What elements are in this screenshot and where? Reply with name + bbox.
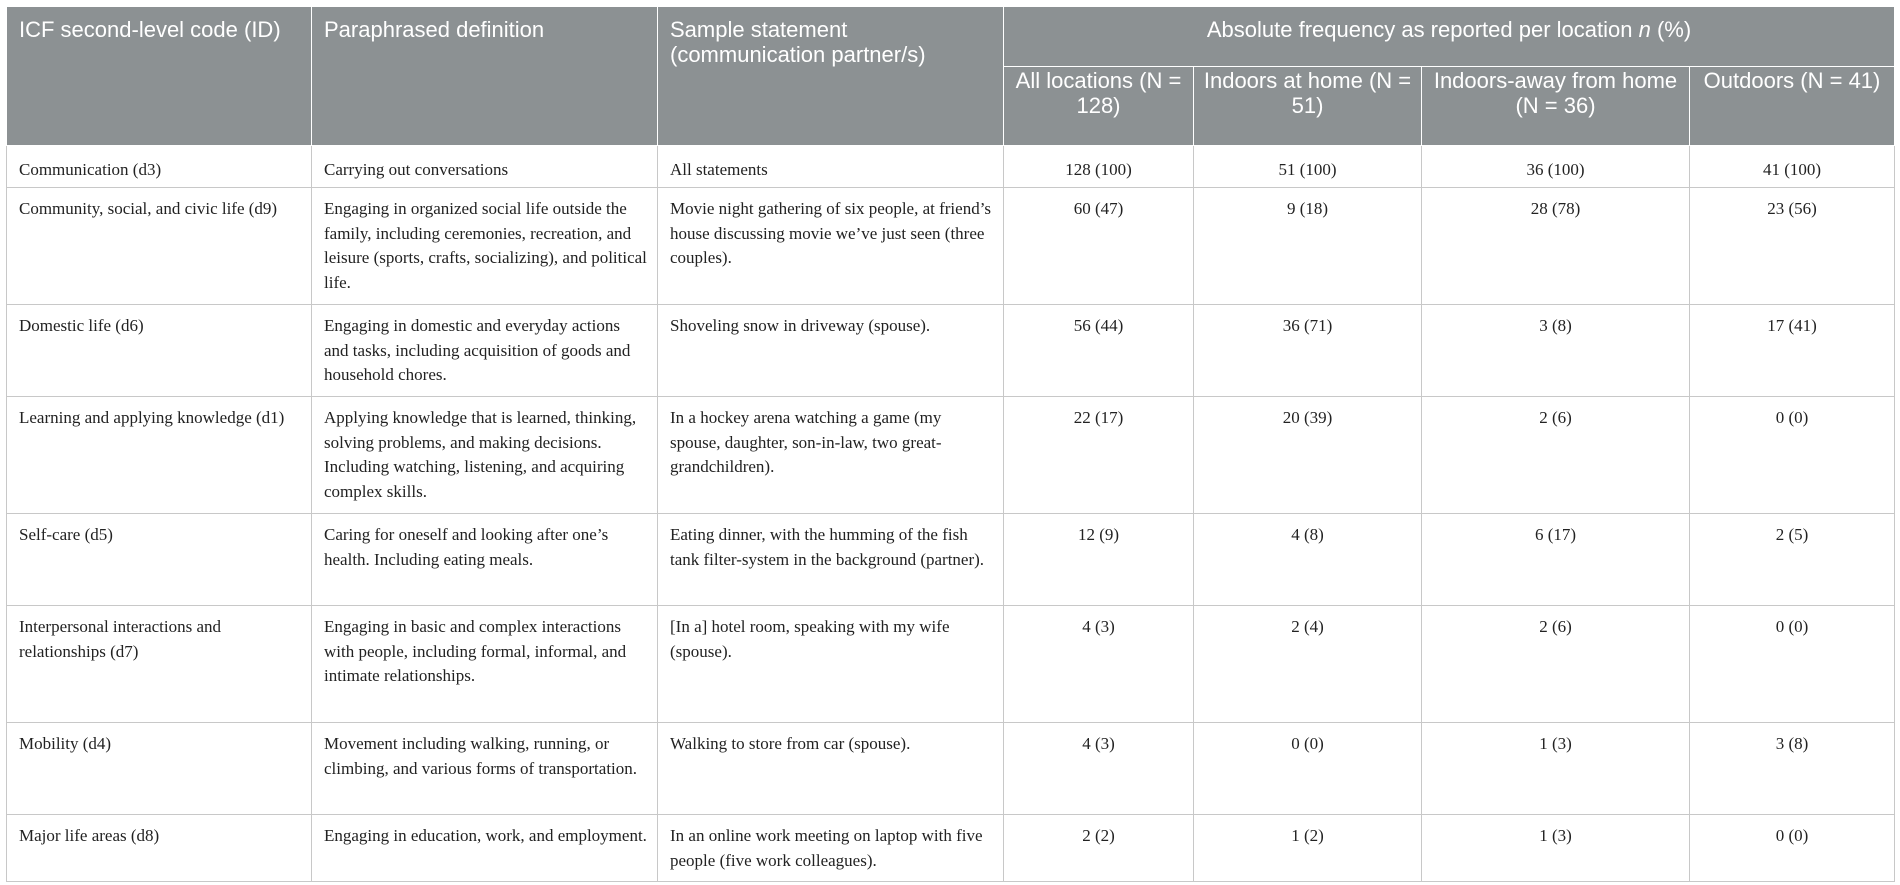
cell-outdoors: 41 (100) xyxy=(1690,146,1895,188)
cell-statement: Movie night gathering of six people, at friend’s house discussing movie we’ve just seen (three couples). xyxy=(658,188,1004,305)
cell-indoors-home: 0 (0) xyxy=(1194,723,1422,815)
cell-outdoors: 23 (56) xyxy=(1690,188,1895,305)
cell-code: Communication (d3) xyxy=(7,146,312,188)
cell-definition: Carrying out conversations xyxy=(312,146,658,188)
cell-definition: Movement including walking, running, or climbing, and various forms of transportation. xyxy=(312,723,658,815)
cell-outdoors: 17 (41) xyxy=(1690,305,1895,397)
cell-statement: In a hockey arena watching a game (my spouse, daughter, son-in-law, two great-grandchildren). xyxy=(658,397,1004,514)
header-definition: Paraphrased definition xyxy=(312,7,658,146)
table-row xyxy=(7,723,1895,815)
cell-definition: Engaging in education, work, and employment. xyxy=(312,815,658,882)
table-row xyxy=(7,305,1895,397)
cell-definition: Caring for oneself and looking after one’s health. Including eating meals. xyxy=(312,514,658,606)
cell-all-locations: 4 (3) xyxy=(1004,606,1194,723)
cell-indoors-away: 28 (78) xyxy=(1422,188,1690,305)
header-icf-code: ICF second-level code (ID) xyxy=(7,7,312,146)
header-frequency-n: n xyxy=(1638,17,1651,42)
cell-outdoors: 0 (0) xyxy=(1690,815,1895,882)
cell-statement: All statements xyxy=(658,146,1004,188)
cell-all-locations: 2 (2) xyxy=(1004,815,1194,882)
cell-outdoors: 0 (0) xyxy=(1690,606,1895,723)
table-row xyxy=(7,514,1895,606)
table-body xyxy=(7,146,1895,882)
header-indoors-home: Indoors at home (N = 51) xyxy=(1194,67,1422,146)
cell-indoors-home: 36 (71) xyxy=(1194,305,1422,397)
cell-all-locations: 4 (3) xyxy=(1004,723,1194,815)
cell-all-locations: 56 (44) xyxy=(1004,305,1194,397)
cell-statement: Shoveling snow in driveway (spouse). xyxy=(658,305,1004,397)
data-table xyxy=(6,6,1895,882)
header-frequency-pct: (%) xyxy=(1650,17,1692,42)
cell-indoors-away: 1 (3) xyxy=(1422,815,1690,882)
cell-indoors-away: 6 (17) xyxy=(1422,514,1690,606)
table-row xyxy=(7,146,1895,188)
table-row xyxy=(7,606,1895,723)
cell-indoors-home: 2 (4) xyxy=(1194,606,1422,723)
cell-code: Learning and applying knowledge (d1) xyxy=(7,397,312,514)
header-sample-statement: Sample statement (communication partner/s) xyxy=(658,7,1004,146)
cell-indoors-away: 36 (100) xyxy=(1422,146,1690,188)
cell-indoors-away: 1 (3) xyxy=(1422,723,1690,815)
cell-indoors-home: 1 (2) xyxy=(1194,815,1422,882)
cell-indoors-away: 2 (6) xyxy=(1422,606,1690,723)
cell-code: Domestic life (d6) xyxy=(7,305,312,397)
cell-all-locations: 12 (9) xyxy=(1004,514,1194,606)
cell-indoors-home: 20 (39) xyxy=(1194,397,1422,514)
header-all-locations: All locations (N = 128) xyxy=(1004,67,1194,146)
cell-indoors-home: 4 (8) xyxy=(1194,514,1422,606)
cell-statement: [In a] hotel room, speaking with my wife (spouse). xyxy=(658,606,1004,723)
cell-outdoors: 3 (8) xyxy=(1690,723,1895,815)
cell-definition: Engaging in basic and complex interactions with people, including formal, informal, and intimate relationships. xyxy=(312,606,658,723)
header-frequency-group xyxy=(1004,7,1895,67)
cell-indoors-away: 2 (6) xyxy=(1422,397,1690,514)
cell-code: Mobility (d4) xyxy=(7,723,312,815)
cell-statement: In an online work meeting on laptop with five people (five work colleagues). xyxy=(658,815,1004,882)
table-row xyxy=(7,815,1895,882)
cell-code: Interpersonal interactions and relationships (d7) xyxy=(7,606,312,723)
cell-all-locations: 128 (100) xyxy=(1004,146,1194,188)
table-row xyxy=(7,188,1895,305)
header-frequency-text: Absolute frequency as reported per location xyxy=(1206,17,1639,42)
cell-code: Self-care (d5) xyxy=(7,514,312,606)
cell-code: Major life areas (d8) xyxy=(7,815,312,882)
cell-code: Community, social, and civic life (d9) xyxy=(7,188,312,305)
cell-indoors-away: 3 (8) xyxy=(1422,305,1690,397)
cell-indoors-home: 51 (100) xyxy=(1194,146,1422,188)
cell-definition: Applying knowledge that is learned, thinking, solving problems, and making decisions. Including watching, listening, and acquiring complex skills. xyxy=(312,397,658,514)
cell-definition: Engaging in domestic and everyday actions and tasks, including acquisition of goods and household chores. xyxy=(312,305,658,397)
icf-frequency-table xyxy=(6,6,1894,882)
table-row xyxy=(7,397,1895,514)
cell-outdoors: 2 (5) xyxy=(1690,514,1895,606)
cell-outdoors: 0 (0) xyxy=(1690,397,1895,514)
cell-all-locations: 22 (17) xyxy=(1004,397,1194,514)
cell-statement: Walking to store from car (spouse). xyxy=(658,723,1004,815)
cell-definition: Engaging in organized social life outside the family, including ceremonies, recreation, and leisure (sports, crafts, socializing), and political life. xyxy=(312,188,658,305)
table-header xyxy=(7,7,1895,146)
cell-indoors-home: 9 (18) xyxy=(1194,188,1422,305)
header-indoors-away: Indoors-away from home (N = 36) xyxy=(1422,67,1690,146)
cell-all-locations: 60 (47) xyxy=(1004,188,1194,305)
header-outdoors: Outdoors (N = 41) xyxy=(1690,67,1895,146)
cell-statement: Eating dinner, with the humming of the fish tank filter-system in the background (partner). xyxy=(658,514,1004,606)
